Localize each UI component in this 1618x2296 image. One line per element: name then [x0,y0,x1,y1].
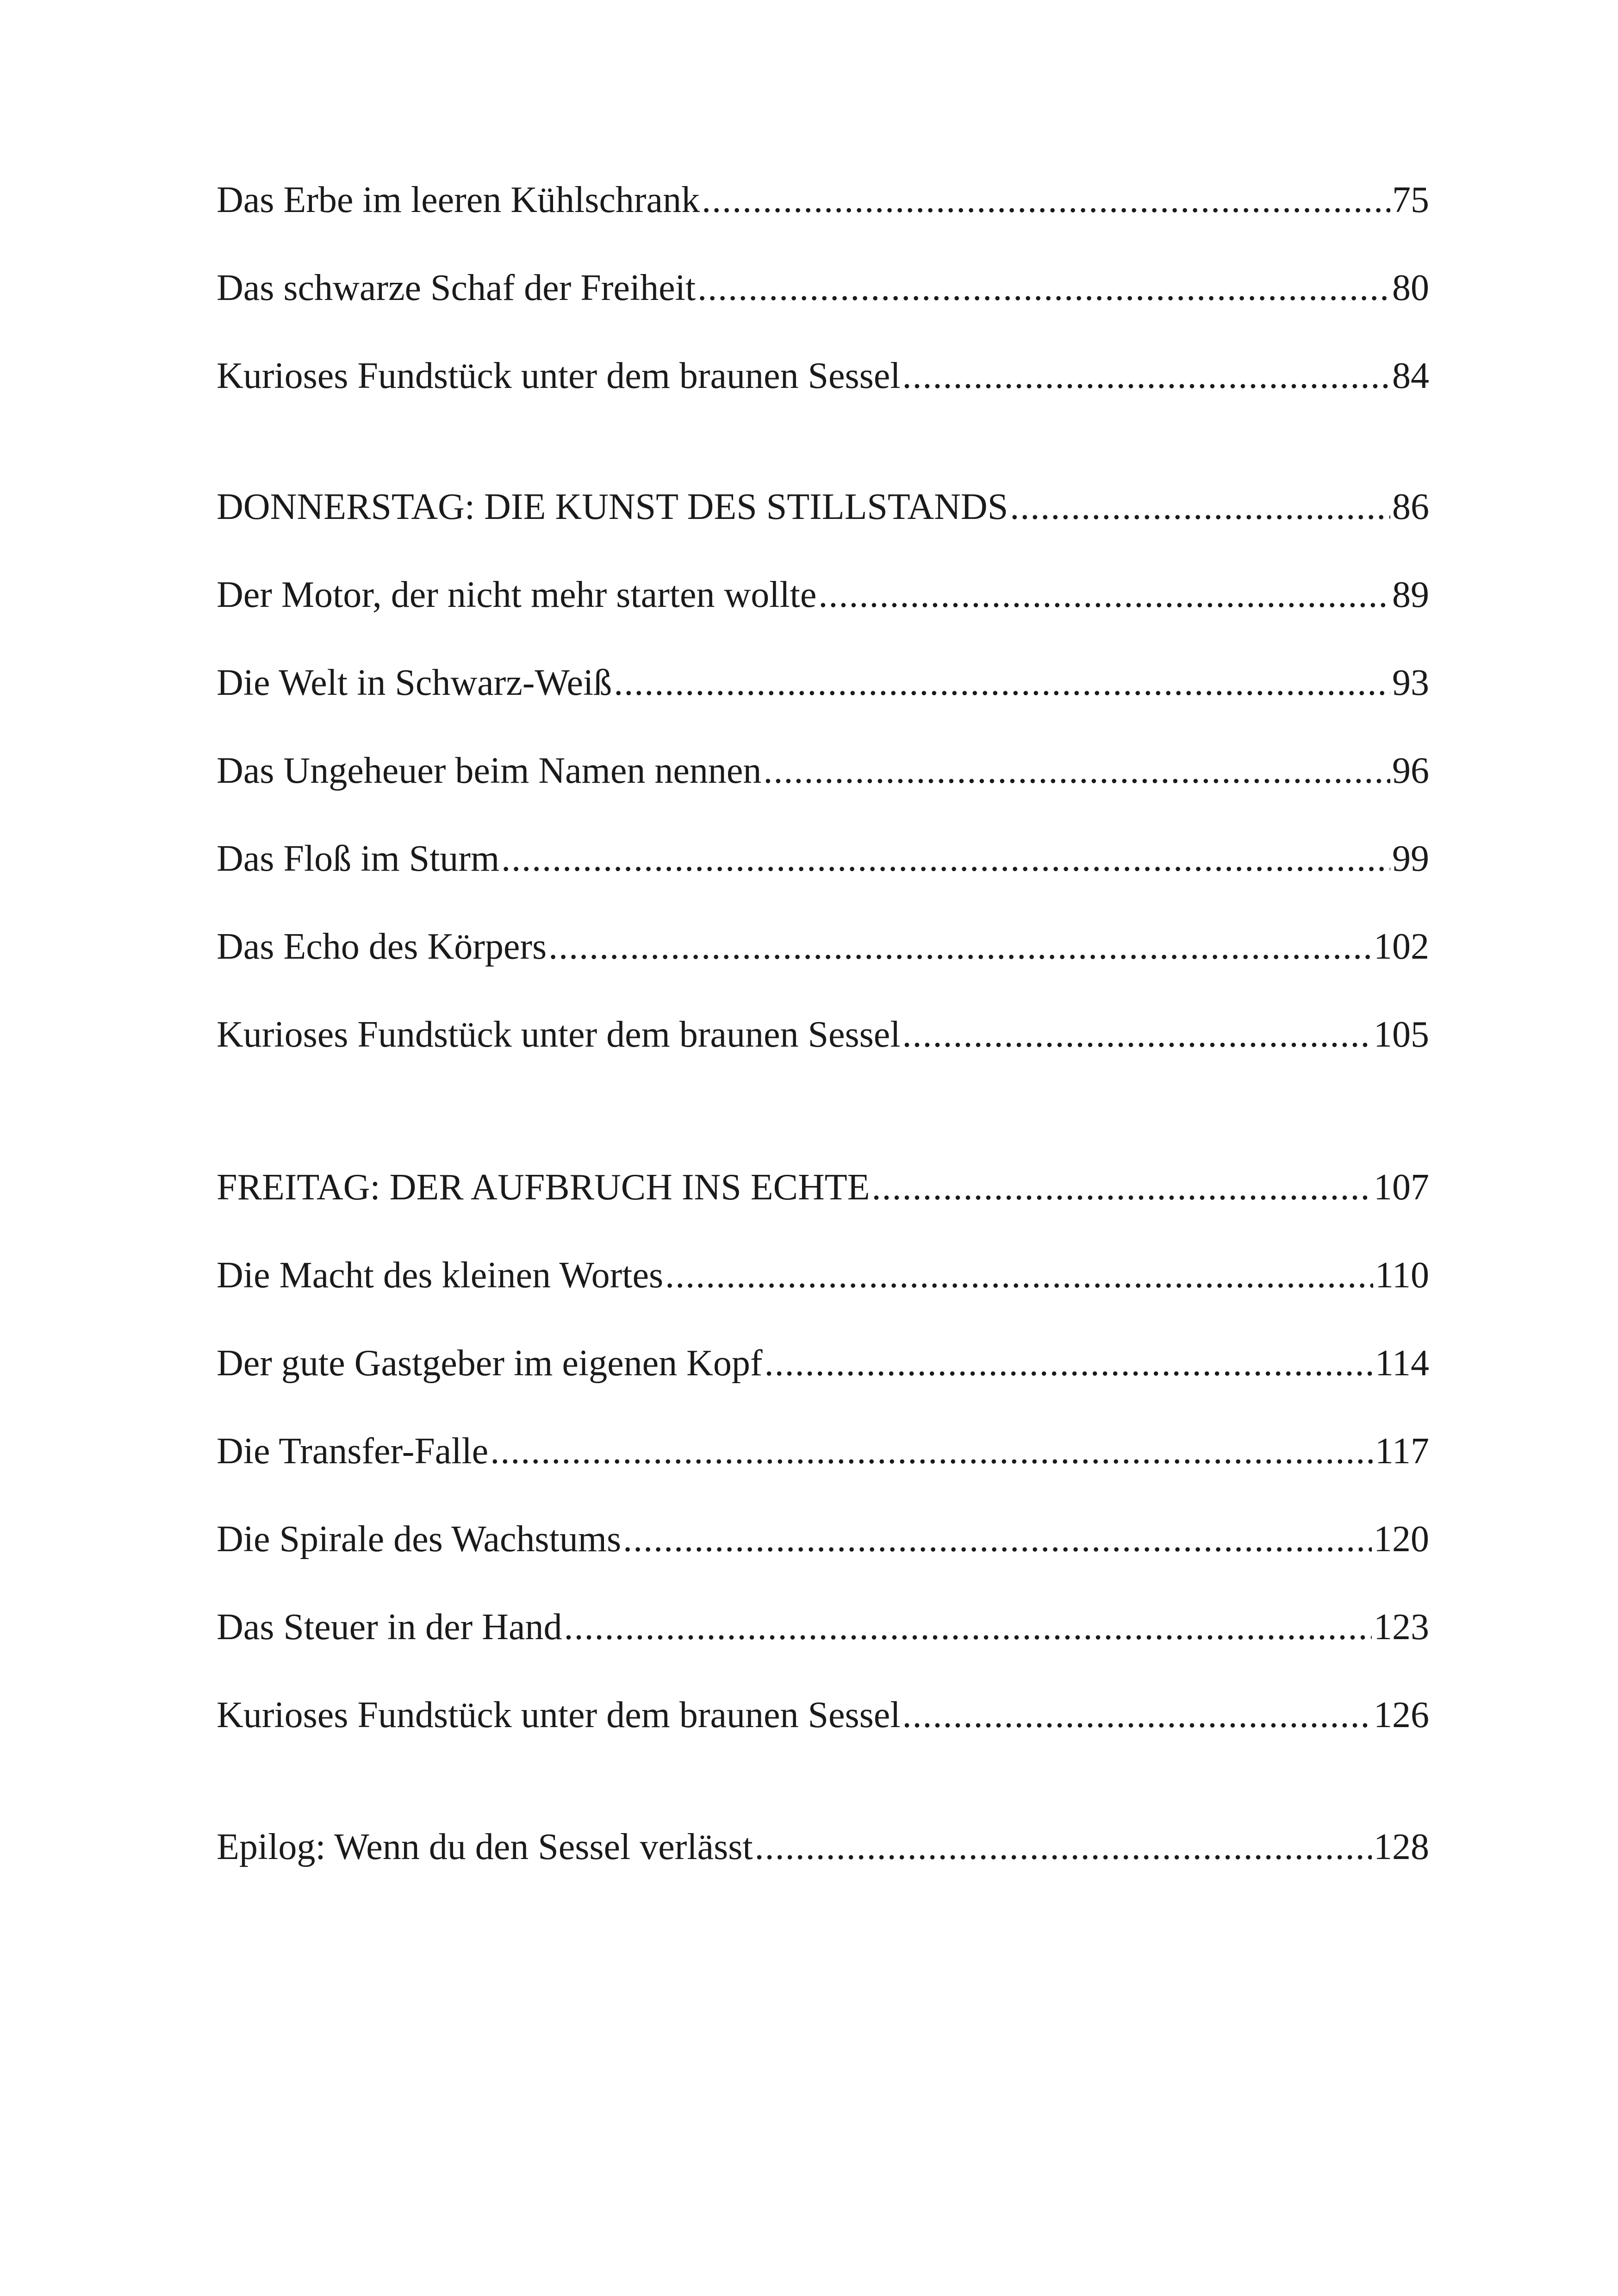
toc-dot-leader [697,260,1390,316]
toc-dot-leader [490,1423,1373,1479]
toc-dot-leader [564,1599,1372,1655]
toc-entry-page: 114 [1375,1343,1429,1384]
toc-dot-leader [818,567,1390,623]
toc-dot-leader [702,172,1390,228]
toc-entry-page: 102 [1374,926,1429,967]
toc-dot-leader [871,1160,1372,1215]
toc-dot-leader [1010,479,1390,535]
toc-entry [217,1335,1429,1391]
toc-entry-title: Kurioses Fundstück unter dem braunen Sessel [217,356,901,396]
toc-entry-title: Das schwarze Schaf der Freiheit [217,268,696,308]
toc-entry-title: Kurioses Fundstück unter dem braunen Sessel [217,1014,901,1055]
toc-entry-page: 107 [1374,1167,1429,1208]
toc-entry [217,1007,1429,1062]
toc-entry-title: FREITAG: DER AUFBRUCH INS ECHTE [217,1167,870,1208]
toc-entry-title: Das Steuer in der Hand [217,1607,562,1647]
toc-dot-leader [902,1687,1372,1743]
toc-entry [217,655,1429,711]
toc-entry-title: DONNERSTAG: DIE KUNST DES STILLSTANDS [217,487,1008,527]
toc-entry-title: Der Motor, der nicht mehr starten wollte [217,574,817,615]
toc-dot-leader [548,919,1372,974]
toc-entry [217,831,1429,886]
toc-entry-page: 75 [1392,180,1429,220]
toc-entry-title: Das Erbe im leeren Kühlschrank [217,180,700,220]
toc-section-heading [217,479,1429,535]
toc-entry [217,919,1429,974]
toc-entry-page: 105 [1374,1014,1429,1055]
toc-entry-page: 128 [1374,1827,1429,1867]
toc-dot-leader [665,1248,1373,1303]
toc-entry-page: 110 [1375,1255,1429,1296]
toc-dot-leader [765,1335,1373,1391]
toc-entry [217,172,1429,228]
toc-entry-page: 84 [1392,356,1429,396]
toc-entry-title: Die Transfer-Falle [217,1431,489,1472]
toc-section-heading [217,1160,1429,1215]
toc-entry-page: 123 [1374,1607,1429,1647]
toc-entry-page: 99 [1392,838,1429,879]
toc-entry [217,1511,1429,1567]
toc-entry-page: 120 [1374,1519,1429,1560]
toc-entry [217,1687,1429,1743]
toc-entry-title: Die Macht des kleinen Wortes [217,1255,664,1296]
toc-entry [217,1248,1429,1303]
toc-entry-page: 80 [1392,268,1429,308]
toc-entry-title: Die Spirale des Wachstums [217,1519,622,1560]
toc-dot-leader [501,831,1390,886]
toc-entry-title: Das Ungeheuer beim Namen nennen [217,750,762,791]
toc-entry [217,567,1429,623]
toc-dot-leader [763,743,1390,799]
toc-entry-title: Die Welt in Schwarz-Weiß [217,662,612,703]
toc-entry-title: Der gute Gastgeber im eigenen Kopf [217,1343,763,1384]
toc-entry-page: 89 [1392,574,1429,615]
toc-entry-title: Kurioses Fundstück unter dem braunen Sessel [217,1695,901,1735]
toc-entry-epilog [217,1819,1429,1875]
toc-entry-title: Das Echo des Körpers [217,926,547,967]
toc-entry [217,1423,1429,1479]
toc-dot-leader [614,655,1390,711]
toc-entry-title: Epilog: Wenn du den Sessel verlässt [217,1827,753,1867]
toc-entry-page: 86 [1392,487,1429,527]
toc-entry [217,260,1429,316]
toc-dot-leader [755,1819,1372,1875]
toc-entry-page: 126 [1374,1695,1429,1735]
toc-entry-page: 96 [1392,750,1429,791]
toc-entry-page: 93 [1392,662,1429,703]
toc-dot-leader [623,1511,1372,1567]
toc-entry [217,348,1429,404]
toc-dot-leader [902,348,1390,404]
toc-dot-leader [902,1007,1372,1062]
table-of-contents [217,0,1429,2296]
toc-entry [217,743,1429,799]
toc-entry [217,1599,1429,1655]
toc-entry-title: Das Floß im Sturm [217,838,500,879]
toc-entry-page: 117 [1375,1431,1429,1472]
